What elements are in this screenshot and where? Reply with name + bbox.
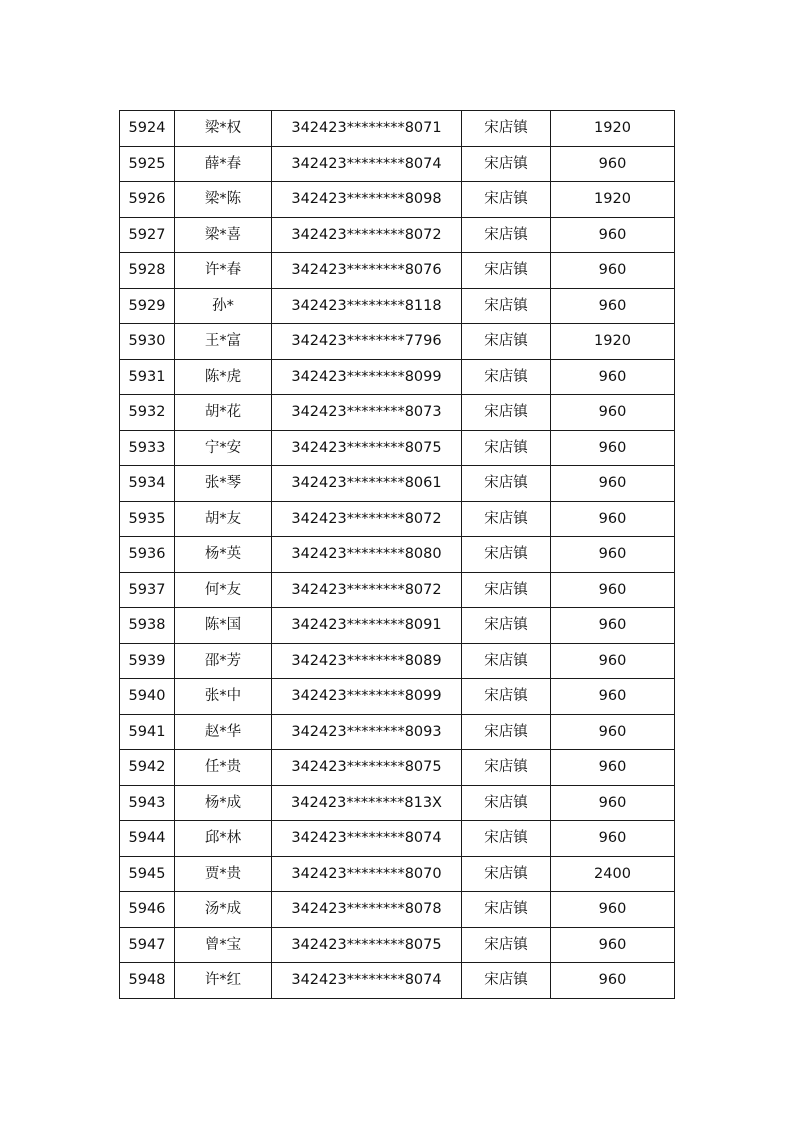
id-number-cell: 342423********8072 (272, 501, 462, 537)
table-row (120, 821, 675, 857)
id-number-cell: 342423********8074 (272, 146, 462, 182)
amount-cell: 960 (551, 679, 675, 715)
table-row (120, 430, 675, 466)
row-number-cell: 5927 (120, 217, 175, 253)
name-cell: 陈*虎 (175, 359, 272, 395)
amount-cell: 960 (551, 892, 675, 928)
town-cell: 宋店镇 (462, 217, 551, 253)
amount-cell: 960 (551, 572, 675, 608)
amount-cell: 960 (551, 537, 675, 573)
subsidy-roster-table (119, 110, 675, 999)
town-cell: 宋店镇 (462, 359, 551, 395)
table-row (120, 466, 675, 502)
row-number-cell: 5945 (120, 856, 175, 892)
town-cell: 宋店镇 (462, 785, 551, 821)
amount-cell: 960 (551, 927, 675, 963)
name-cell: 赵*华 (175, 714, 272, 750)
name-cell: 许*红 (175, 963, 272, 999)
name-cell: 杨*英 (175, 537, 272, 573)
name-cell: 梁*喜 (175, 217, 272, 253)
table-row (120, 111, 675, 147)
id-number-cell: 342423********8072 (272, 217, 462, 253)
id-number-cell: 342423********8061 (272, 466, 462, 502)
row-number-cell: 5926 (120, 182, 175, 218)
town-cell: 宋店镇 (462, 182, 551, 218)
town-cell: 宋店镇 (462, 111, 551, 147)
row-number-cell: 5938 (120, 608, 175, 644)
table-row (120, 856, 675, 892)
amount-cell: 1920 (551, 111, 675, 147)
table-row (120, 750, 675, 786)
name-cell: 胡*友 (175, 501, 272, 537)
row-number-cell: 5937 (120, 572, 175, 608)
id-number-cell: 342423********7796 (272, 324, 462, 360)
row-number-cell: 5924 (120, 111, 175, 147)
amount-cell: 960 (551, 359, 675, 395)
name-cell: 任*贵 (175, 750, 272, 786)
row-number-cell: 5933 (120, 430, 175, 466)
name-cell: 汤*成 (175, 892, 272, 928)
row-number-cell: 5944 (120, 821, 175, 857)
id-number-cell: 342423********8099 (272, 359, 462, 395)
table-row (120, 288, 675, 324)
id-number-cell: 342423********8070 (272, 856, 462, 892)
name-cell: 王*富 (175, 324, 272, 360)
town-cell: 宋店镇 (462, 714, 551, 750)
amount-cell: 960 (551, 963, 675, 999)
amount-cell: 960 (551, 785, 675, 821)
id-number-cell: 342423********8074 (272, 963, 462, 999)
table-row (120, 608, 675, 644)
amount-cell: 960 (551, 750, 675, 786)
amount-cell: 960 (551, 146, 675, 182)
amount-cell: 960 (551, 501, 675, 537)
town-cell: 宋店镇 (462, 821, 551, 857)
amount-cell: 960 (551, 643, 675, 679)
row-number-cell: 5942 (120, 750, 175, 786)
amount-cell: 960 (551, 395, 675, 431)
town-cell: 宋店镇 (462, 927, 551, 963)
id-number-cell: 342423********8118 (272, 288, 462, 324)
town-cell: 宋店镇 (462, 146, 551, 182)
table-row (120, 714, 675, 750)
id-number-cell: 342423********8076 (272, 253, 462, 289)
table-row (120, 572, 675, 608)
row-number-cell: 5928 (120, 253, 175, 289)
town-cell: 宋店镇 (462, 537, 551, 573)
row-number-cell: 5931 (120, 359, 175, 395)
town-cell: 宋店镇 (462, 466, 551, 502)
name-cell: 宁*安 (175, 430, 272, 466)
amount-cell: 960 (551, 253, 675, 289)
name-cell: 薛*春 (175, 146, 272, 182)
name-cell: 邱*林 (175, 821, 272, 857)
town-cell: 宋店镇 (462, 856, 551, 892)
table-row (120, 146, 675, 182)
table-row (120, 253, 675, 289)
roster-table-body (120, 111, 675, 999)
table-row (120, 395, 675, 431)
amount-cell: 960 (551, 714, 675, 750)
name-cell: 曾*宝 (175, 927, 272, 963)
row-number-cell: 5941 (120, 714, 175, 750)
name-cell: 张*中 (175, 679, 272, 715)
id-number-cell: 342423********813X (272, 785, 462, 821)
id-number-cell: 342423********8072 (272, 572, 462, 608)
table-row (120, 359, 675, 395)
row-number-cell: 5925 (120, 146, 175, 182)
town-cell: 宋店镇 (462, 253, 551, 289)
id-number-cell: 342423********8078 (272, 892, 462, 928)
table-row (120, 785, 675, 821)
id-number-cell: 342423********8098 (272, 182, 462, 218)
amount-cell: 960 (551, 821, 675, 857)
amount-cell: 1920 (551, 182, 675, 218)
town-cell: 宋店镇 (462, 608, 551, 644)
table-row (120, 501, 675, 537)
name-cell: 孙* (175, 288, 272, 324)
table-row (120, 643, 675, 679)
amount-cell: 960 (551, 430, 675, 466)
table-row (120, 892, 675, 928)
row-number-cell: 5935 (120, 501, 175, 537)
name-cell: 贾*贵 (175, 856, 272, 892)
row-number-cell: 5929 (120, 288, 175, 324)
town-cell: 宋店镇 (462, 324, 551, 360)
table-row (120, 182, 675, 218)
row-number-cell: 5943 (120, 785, 175, 821)
amount-cell: 2400 (551, 856, 675, 892)
table-row (120, 217, 675, 253)
row-number-cell: 5939 (120, 643, 175, 679)
id-number-cell: 342423********8099 (272, 679, 462, 715)
name-cell: 邵*芳 (175, 643, 272, 679)
row-number-cell: 5946 (120, 892, 175, 928)
id-number-cell: 342423********8091 (272, 608, 462, 644)
name-cell: 许*春 (175, 253, 272, 289)
town-cell: 宋店镇 (462, 892, 551, 928)
id-number-cell: 342423********8093 (272, 714, 462, 750)
town-cell: 宋店镇 (462, 501, 551, 537)
name-cell: 张*琴 (175, 466, 272, 502)
amount-cell: 960 (551, 466, 675, 502)
amount-cell: 960 (551, 288, 675, 324)
town-cell: 宋店镇 (462, 643, 551, 679)
name-cell: 胡*花 (175, 395, 272, 431)
amount-cell: 960 (551, 217, 675, 253)
town-cell: 宋店镇 (462, 679, 551, 715)
id-number-cell: 342423********8071 (272, 111, 462, 147)
name-cell: 杨*成 (175, 785, 272, 821)
name-cell: 梁*陈 (175, 182, 272, 218)
amount-cell: 1920 (551, 324, 675, 360)
table-row (120, 324, 675, 360)
table-row (120, 679, 675, 715)
id-number-cell: 342423********8080 (272, 537, 462, 573)
row-number-cell: 5947 (120, 927, 175, 963)
row-number-cell: 5940 (120, 679, 175, 715)
row-number-cell: 5932 (120, 395, 175, 431)
id-number-cell: 342423********8074 (272, 821, 462, 857)
row-number-cell: 5936 (120, 537, 175, 573)
row-number-cell: 5948 (120, 963, 175, 999)
name-cell: 陈*国 (175, 608, 272, 644)
town-cell: 宋店镇 (462, 963, 551, 999)
table-row (120, 963, 675, 999)
name-cell: 何*友 (175, 572, 272, 608)
table-row (120, 537, 675, 573)
town-cell: 宋店镇 (462, 395, 551, 431)
town-cell: 宋店镇 (462, 288, 551, 324)
id-number-cell: 342423********8075 (272, 430, 462, 466)
id-number-cell: 342423********8073 (272, 395, 462, 431)
table-row (120, 927, 675, 963)
amount-cell: 960 (551, 608, 675, 644)
id-number-cell: 342423********8075 (272, 750, 462, 786)
row-number-cell: 5934 (120, 466, 175, 502)
id-number-cell: 342423********8089 (272, 643, 462, 679)
town-cell: 宋店镇 (462, 750, 551, 786)
town-cell: 宋店镇 (462, 430, 551, 466)
name-cell: 梁*权 (175, 111, 272, 147)
row-number-cell: 5930 (120, 324, 175, 360)
town-cell: 宋店镇 (462, 572, 551, 608)
id-number-cell: 342423********8075 (272, 927, 462, 963)
